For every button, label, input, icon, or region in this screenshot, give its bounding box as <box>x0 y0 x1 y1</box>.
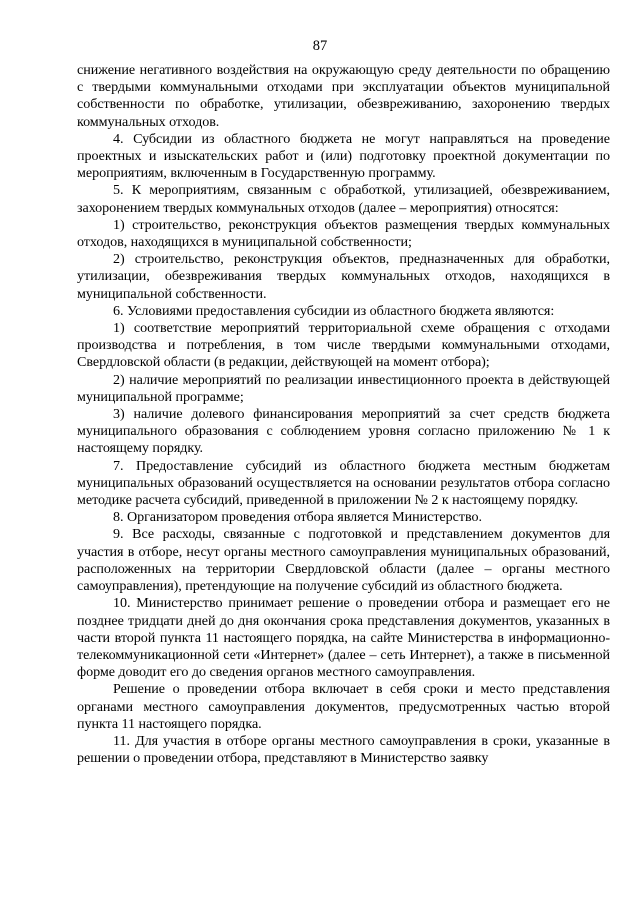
paragraph: 11. Для участия в отборе органы местного самоуправления в сроки, указанные в решении о проведении отбора, представляют в Министерство заявку <box>77 732 610 767</box>
document-body <box>77 62 610 767</box>
paragraph: снижение негативного воздействия на окружающую среду деятельности по обращению с твердыми коммунальными отходами при эксплуатации объектов муниципальной собственности по обработке, утилизации, обезвреживанию, захоронению твердых коммунальных отходов. <box>77 62 610 130</box>
paragraph: 10. Министерство принимает решение о проведении отбора и размещает его не позднее тридцати дней до дня окончания срока представления документов, указанных в части второй пункта 11 настоящего порядка, на сайте Министерства в информационно-телекоммуникационной сети «Интернет» (далее – сеть Интернет), а также в письменной форме доводит его до сведения органов местного самоуправления. <box>77 595 610 681</box>
paragraph: 9. Все расходы, связанные с подготовкой и представлением документов для участия в отборе, несут органы местного самоуправления муниципальных образований, расположенных на территории Свердловской области (далее – органы местного самоуправления), претендующие на получение субсидий из областного бюджета. <box>77 526 610 595</box>
paragraph: 1) строительство, реконструкция объектов размещения твердых коммунальных отходов, находящихся в муниципальной собственности; <box>77 216 610 251</box>
paragraph: 3) наличие долевого финансирования мероприятий за счет средств бюджета муниципального образования с соблюдением уровня согласно приложению № 1 к настоящему порядку. <box>77 406 610 457</box>
paragraph: 2) наличие мероприятий по реализации инвестиционного проекта в действующей муниципальной программе; <box>77 371 610 405</box>
paragraph: 8. Организатором проведения отбора является Министерство. <box>113 509 482 526</box>
paragraph: 6. Условиями предоставления субсидии из областного бюджета являются: <box>113 302 555 319</box>
paragraph: Решение о проведении отбора включает в себя сроки и место представления органами местного самоуправления документов, предусмотренных частью второй пункта 11 настоящего порядка. <box>77 681 610 732</box>
paragraph: 5. К мероприятиям, связанным с обработкой, утилизацией, обезвреживанием, захоронением твердых коммунальных отходов (далее – мероприятия) относятся: <box>77 182 610 216</box>
paragraph: 1) соответствие мероприятий территориальной схеме обращения с отходами производства и потребления, в том числе твердыми коммунальными отходами, Свердловской области (в редакции, действующей на момент отбора); <box>77 320 610 371</box>
paragraph: 2) строительство, реконструкция объектов, предназначенных для обработки, утилизации, обезвреживания твердых коммунальных отходов, находящихся в муниципальной собственности. <box>77 251 610 302</box>
paragraph: 4. Субсидии из областного бюджета не могут направляться на проведение проектных и изыскательских работ и (или) подготовку проектной документации по мероприятиям, включенным в Государственную программу. <box>77 130 610 182</box>
paragraph: 7. Предоставление субсидий из областного бюджета местным бюджетам муниципальных образований осуществляется на основании результатов отбора согласно методике расчета субсидий, приведенной в приложении № 2 к настоящему порядку. <box>77 457 610 509</box>
page-number: 87 <box>312 38 328 54</box>
